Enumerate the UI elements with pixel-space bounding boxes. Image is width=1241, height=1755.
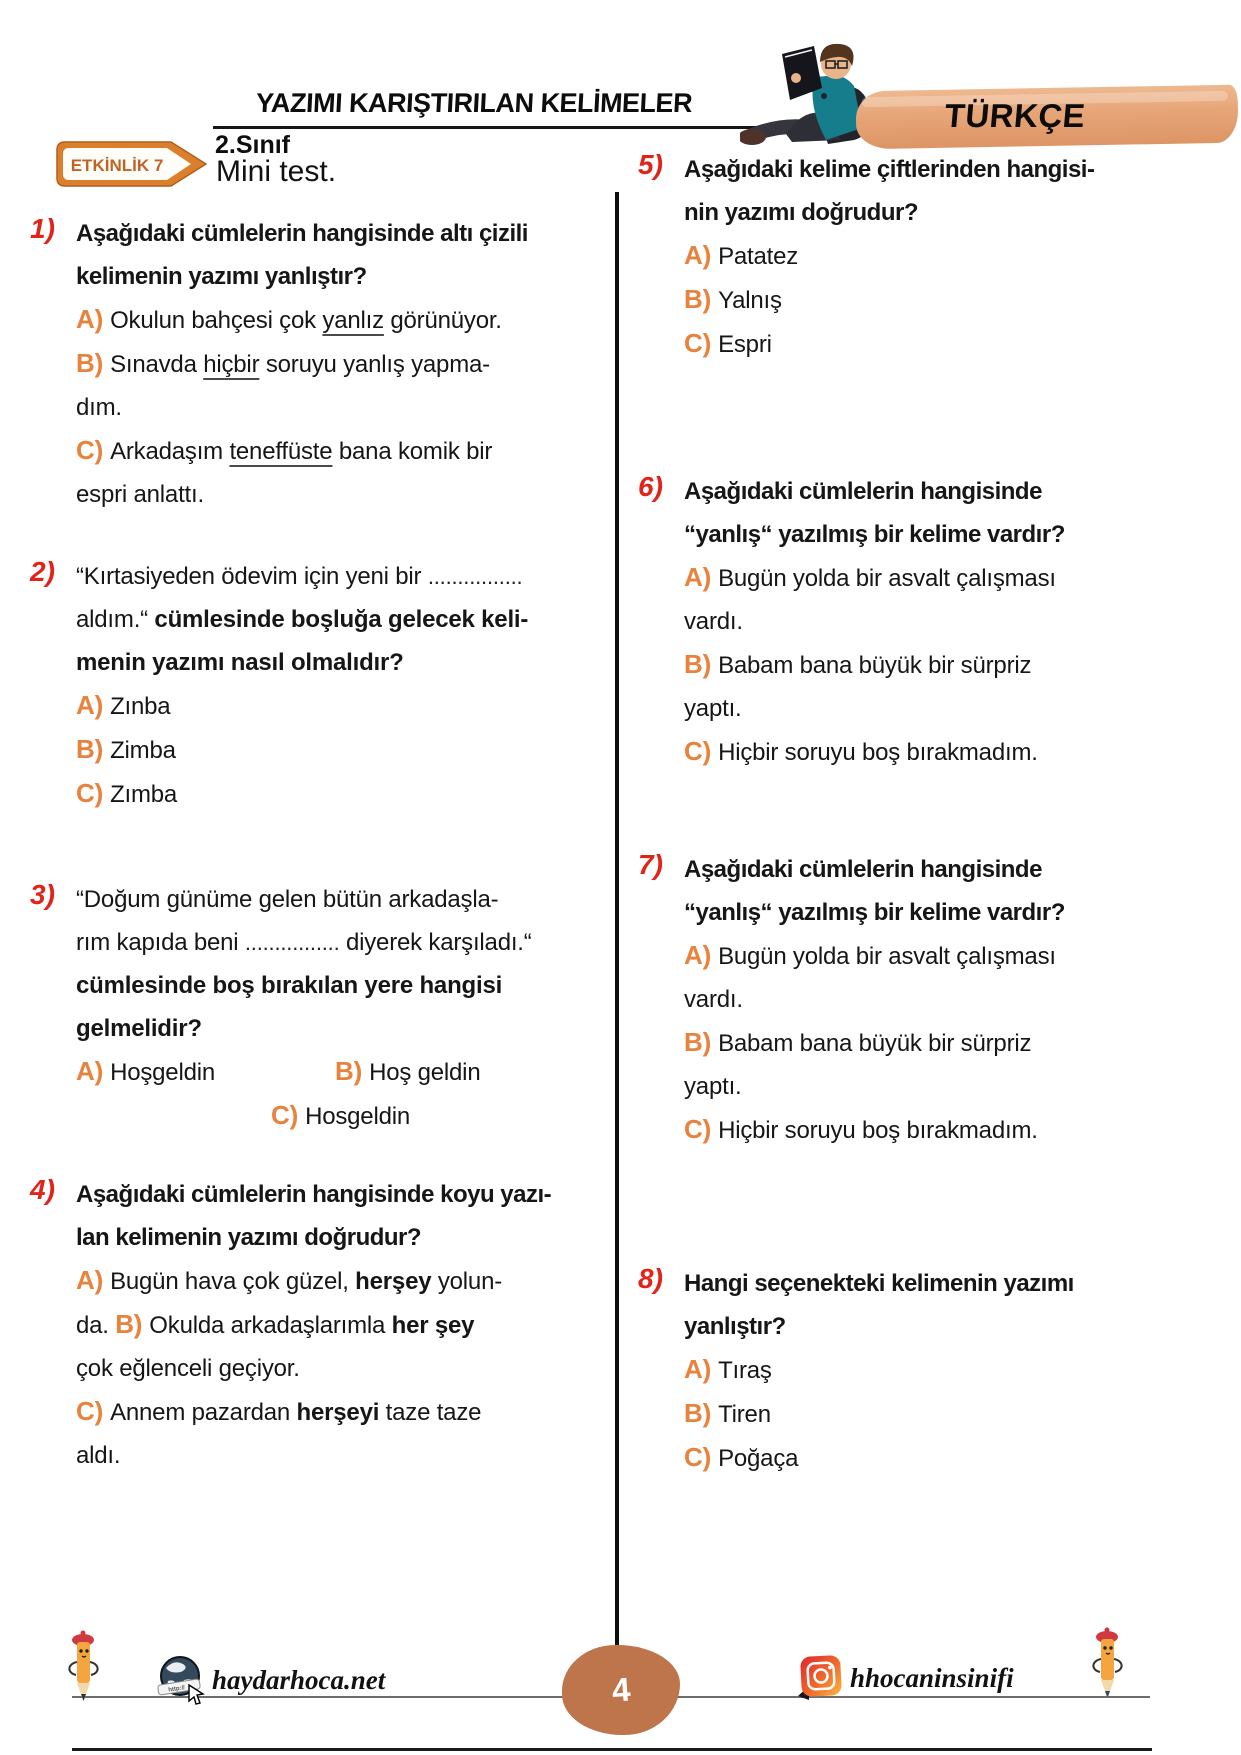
text-segment: bana komik bir — [332, 438, 493, 465]
text-segment: diyerek karşıladı.“ — [339, 929, 532, 956]
text-segment: görünüyor. — [383, 307, 502, 334]
question-line — [76, 1434, 605, 1477]
question-line — [76, 772, 605, 816]
question-number: 2) — [30, 556, 55, 587]
text-segment: cümlesinde boşluğa gelecek keli- — [154, 606, 529, 633]
question-line — [76, 728, 605, 772]
question-line — [76, 684, 605, 728]
question-line — [684, 556, 1223, 600]
option-letter: C) — [76, 778, 111, 808]
text-segment: menin yazımı nasıl olmalıdır? — [76, 649, 404, 676]
text-segment: Hiçbir soruyu boş bırakmadım. — [718, 1117, 1038, 1144]
text-segment: yolun- — [431, 1268, 503, 1295]
question-line — [684, 234, 1223, 278]
question-line — [76, 1173, 605, 1216]
question-number: 5) — [638, 149, 663, 180]
question-5 — [638, 148, 1223, 366]
question-line — [684, 191, 1223, 234]
text-segment: Hoş geldin — [369, 1059, 481, 1086]
text-segment: Bugün yolda bir asvalt çalışması — [718, 943, 1056, 970]
question-line — [684, 1392, 1223, 1436]
pencil-character-left-icon — [58, 1626, 108, 1704]
question-number: 7) — [638, 849, 663, 880]
question-body — [684, 848, 1223, 1152]
text-segment: Sınavda — [110, 351, 204, 378]
text-segment: Yalnış — [718, 287, 782, 314]
question-line — [76, 1390, 605, 1434]
page-number: 4 — [610, 1670, 632, 1709]
text-segment: Babam bana büyük bir sürpriz — [718, 1030, 1032, 1057]
text-segment: yanlıştır? — [684, 1313, 786, 1340]
question-line — [76, 1007, 605, 1050]
text-segment: herşey — [355, 1268, 432, 1295]
question-number: 4) — [30, 1174, 55, 1205]
text-segment: “Doğum günüme gelen bütün arkadaşla- — [76, 886, 499, 913]
question-line — [76, 212, 605, 255]
option-letter: B) — [335, 1056, 370, 1086]
text-segment: çok eğlenceli geçiyor. — [76, 1355, 300, 1382]
text-segment: Zımba — [110, 781, 178, 808]
question-line — [684, 934, 1223, 978]
question-line — [76, 878, 605, 921]
question-7 — [638, 848, 1223, 1152]
question-line — [76, 1347, 605, 1390]
question-4 — [30, 1173, 605, 1477]
website-logo — [156, 1654, 385, 1706]
text-segment: gelmelidir? — [76, 1015, 202, 1042]
text-segment: lan kelimenin yazımı doğrudur? — [76, 1224, 422, 1251]
option-letter: C) — [684, 1114, 719, 1144]
text-segment: rım kapıda beni — [76, 929, 245, 956]
question-line — [684, 148, 1223, 191]
text-segment: Zınba — [110, 693, 171, 720]
question-line — [76, 964, 605, 1007]
bottom-rule — [72, 1748, 1152, 1751]
instagram-icon — [792, 1650, 848, 1706]
option-letter: B) — [76, 734, 111, 764]
question-line — [684, 1065, 1223, 1108]
page-title: YAZIMI KARIŞTIRILAN KELİMELER — [255, 88, 693, 118]
text-segment: Hosgeldin — [305, 1103, 410, 1130]
text-segment: vardı. — [684, 608, 743, 635]
question-body — [684, 1262, 1223, 1480]
text-segment: “yanlış“ yazılmış bir kelime vardır? — [684, 521, 1065, 548]
text-segment: her şey — [391, 1312, 475, 1339]
question-body — [76, 212, 605, 516]
question-line — [76, 921, 605, 964]
option-letter: B) — [684, 1398, 719, 1428]
question-line — [684, 470, 1223, 513]
question-8 — [638, 1262, 1223, 1480]
option-letter: C) — [76, 435, 111, 465]
column-divider — [615, 192, 619, 1652]
question-line — [76, 555, 605, 598]
text-segment: taze taze — [379, 1399, 482, 1426]
website-label: haydarhoca.net — [212, 1664, 386, 1695]
text-segment: aldım.“ — [76, 606, 155, 633]
question-body — [684, 148, 1223, 366]
text-segment: Okulun bahçesi çok — [110, 307, 323, 334]
question-line — [684, 322, 1223, 366]
question-line — [684, 1262, 1223, 1305]
question-line — [684, 891, 1223, 934]
option-letter: A) — [76, 304, 111, 334]
option-letter: A) — [684, 562, 719, 592]
text-segment: “yanlış“ yazılmış bir kelime vardır? — [684, 899, 1065, 926]
question-line — [76, 386, 605, 429]
instagram-handle: hhocaninsinifi — [850, 1662, 1014, 1693]
text-segment: yanlız — [322, 307, 384, 334]
option-letter: A) — [76, 1265, 111, 1295]
option-letter: C) — [684, 328, 719, 358]
question-line — [684, 848, 1223, 891]
question-body — [76, 555, 605, 816]
instagram-badge — [792, 1650, 1014, 1706]
question-line — [76, 429, 605, 473]
question-line — [684, 687, 1223, 730]
text-segment: Annem pazardan — [110, 1399, 297, 1426]
question-line — [76, 298, 605, 342]
question-body — [76, 1173, 605, 1477]
dotted-blank: ................ — [427, 564, 523, 589]
option-letter: A) — [684, 1354, 719, 1384]
subject-label: TÜRKÇE — [943, 97, 1087, 134]
text-segment: cümlesinde boş bırakılan yere hangisi — [76, 972, 503, 999]
dotted-blank: ................ — [244, 930, 340, 955]
question-line — [76, 1094, 605, 1138]
text-segment: soruyu yanlış yapma- — [259, 351, 490, 378]
text-segment: da. — [76, 1312, 116, 1339]
page-number-blob — [562, 1645, 680, 1735]
question-line — [684, 600, 1223, 643]
text-segment: hiçbir — [203, 351, 260, 378]
question-line — [684, 1305, 1223, 1348]
question-number: 8) — [638, 1263, 663, 1294]
text-segment: yaptı. — [684, 695, 742, 722]
question-body — [684, 470, 1223, 774]
option-letter: B) — [684, 1027, 719, 1057]
text-segment: Aşağıdaki cümlelerin hangisinde — [684, 856, 1042, 883]
option-letter: C) — [684, 736, 719, 766]
text-segment: vardı. — [684, 986, 743, 1013]
text-segment: Aşağıdaki cümlelerin hangisinde altı çizili — [76, 220, 528, 247]
question-line — [76, 255, 605, 298]
text-segment: Hiçbir soruyu boş bırakmadım. — [718, 739, 1038, 766]
question-line — [76, 1303, 605, 1347]
question-2 — [30, 555, 605, 816]
option-letter: C) — [271, 1100, 306, 1130]
text-segment: “Kırtasiyeden ödevim için yeni bir — [76, 563, 428, 590]
text-segment: Hangi seçenekteki kelimenin yazımı — [684, 1270, 1074, 1297]
text-segment: dım. — [76, 394, 122, 421]
text-segment: Tiren — [718, 1401, 771, 1428]
question-number: 6) — [638, 471, 663, 502]
question-line — [684, 1108, 1223, 1152]
question-line — [76, 1050, 605, 1094]
question-line — [684, 1021, 1223, 1065]
activity-badge-label: ETKİNLİK 7 — [70, 156, 164, 175]
text-segment: espri anlattı. — [76, 481, 204, 508]
question-line — [684, 513, 1223, 556]
question-line — [76, 1216, 605, 1259]
text-segment: kelimenin yazımı yanlıştır? — [76, 263, 367, 290]
question-line — [684, 1436, 1223, 1480]
question-line — [684, 730, 1223, 774]
text-segment: Babam bana büyük bir sürpriz — [718, 652, 1032, 679]
mini-test-label: Mini test. — [216, 155, 337, 188]
question-3 — [30, 878, 605, 1138]
question-1 — [30, 212, 605, 516]
question-line — [76, 598, 605, 641]
text-segment: Hoşgeldin — [110, 1059, 215, 1086]
option-letter: A) — [684, 940, 719, 970]
grade-label: 2.Sınıf — [215, 131, 291, 159]
option-letter: B) — [684, 284, 719, 314]
option-letter: B) — [684, 649, 719, 679]
text-segment: teneffüste — [229, 438, 333, 465]
text-segment: Patatez — [718, 243, 799, 270]
question-line — [684, 1348, 1223, 1392]
text-segment: Aşağıdaki cümlelerin hangisinde koyu yazı- — [76, 1181, 552, 1208]
text-segment: Tıraş — [718, 1357, 772, 1384]
question-line — [76, 473, 605, 516]
option-letter: A) — [76, 690, 111, 720]
question-line — [76, 641, 605, 684]
question-number: 1) — [30, 213, 55, 244]
text-segment: Zimba — [110, 737, 176, 764]
pencil-character-right-icon — [1082, 1623, 1132, 1701]
question-line — [76, 1259, 605, 1303]
question-line — [76, 342, 605, 386]
text-segment: Bugün hava çok güzel, — [110, 1268, 356, 1295]
question-line — [684, 278, 1223, 322]
text-segment: yaptı. — [684, 1073, 742, 1100]
text-segment: nin yazımı doğrudur? — [684, 199, 918, 226]
text-segment: Bugün yolda bir asvalt çalışması — [718, 565, 1056, 592]
question-line — [684, 978, 1223, 1021]
option-letter: A) — [684, 240, 719, 270]
option-letter: C) — [76, 1396, 111, 1426]
question-body — [76, 878, 605, 1138]
text-segment: Aşağıdaki kelime çiftlerinden hangisi- — [684, 156, 1095, 183]
text-segment: Poğaça — [718, 1445, 799, 1472]
svg-text:http://: http:// — [167, 1685, 186, 1694]
title-underline-rule — [213, 126, 790, 129]
text-segment: Espri — [718, 331, 772, 358]
globe-icon — [156, 1654, 208, 1706]
text-segment: aldı. — [76, 1442, 121, 1469]
question-line — [684, 643, 1223, 687]
question-6 — [638, 470, 1223, 774]
text-segment: Okulda arkadaşlarımla — [149, 1312, 392, 1339]
activity-badge — [54, 139, 210, 189]
option-letter: C) — [684, 1442, 719, 1472]
option-letter: B) — [115, 1309, 150, 1339]
text-segment: Arkadaşım — [110, 438, 230, 465]
option-letter: B) — [76, 348, 111, 378]
text-segment: herşeyi — [296, 1399, 380, 1426]
question-number: 3) — [30, 879, 55, 910]
option-letter: A) — [76, 1056, 111, 1086]
text-segment: Aşağıdaki cümlelerin hangisinde — [684, 478, 1042, 505]
